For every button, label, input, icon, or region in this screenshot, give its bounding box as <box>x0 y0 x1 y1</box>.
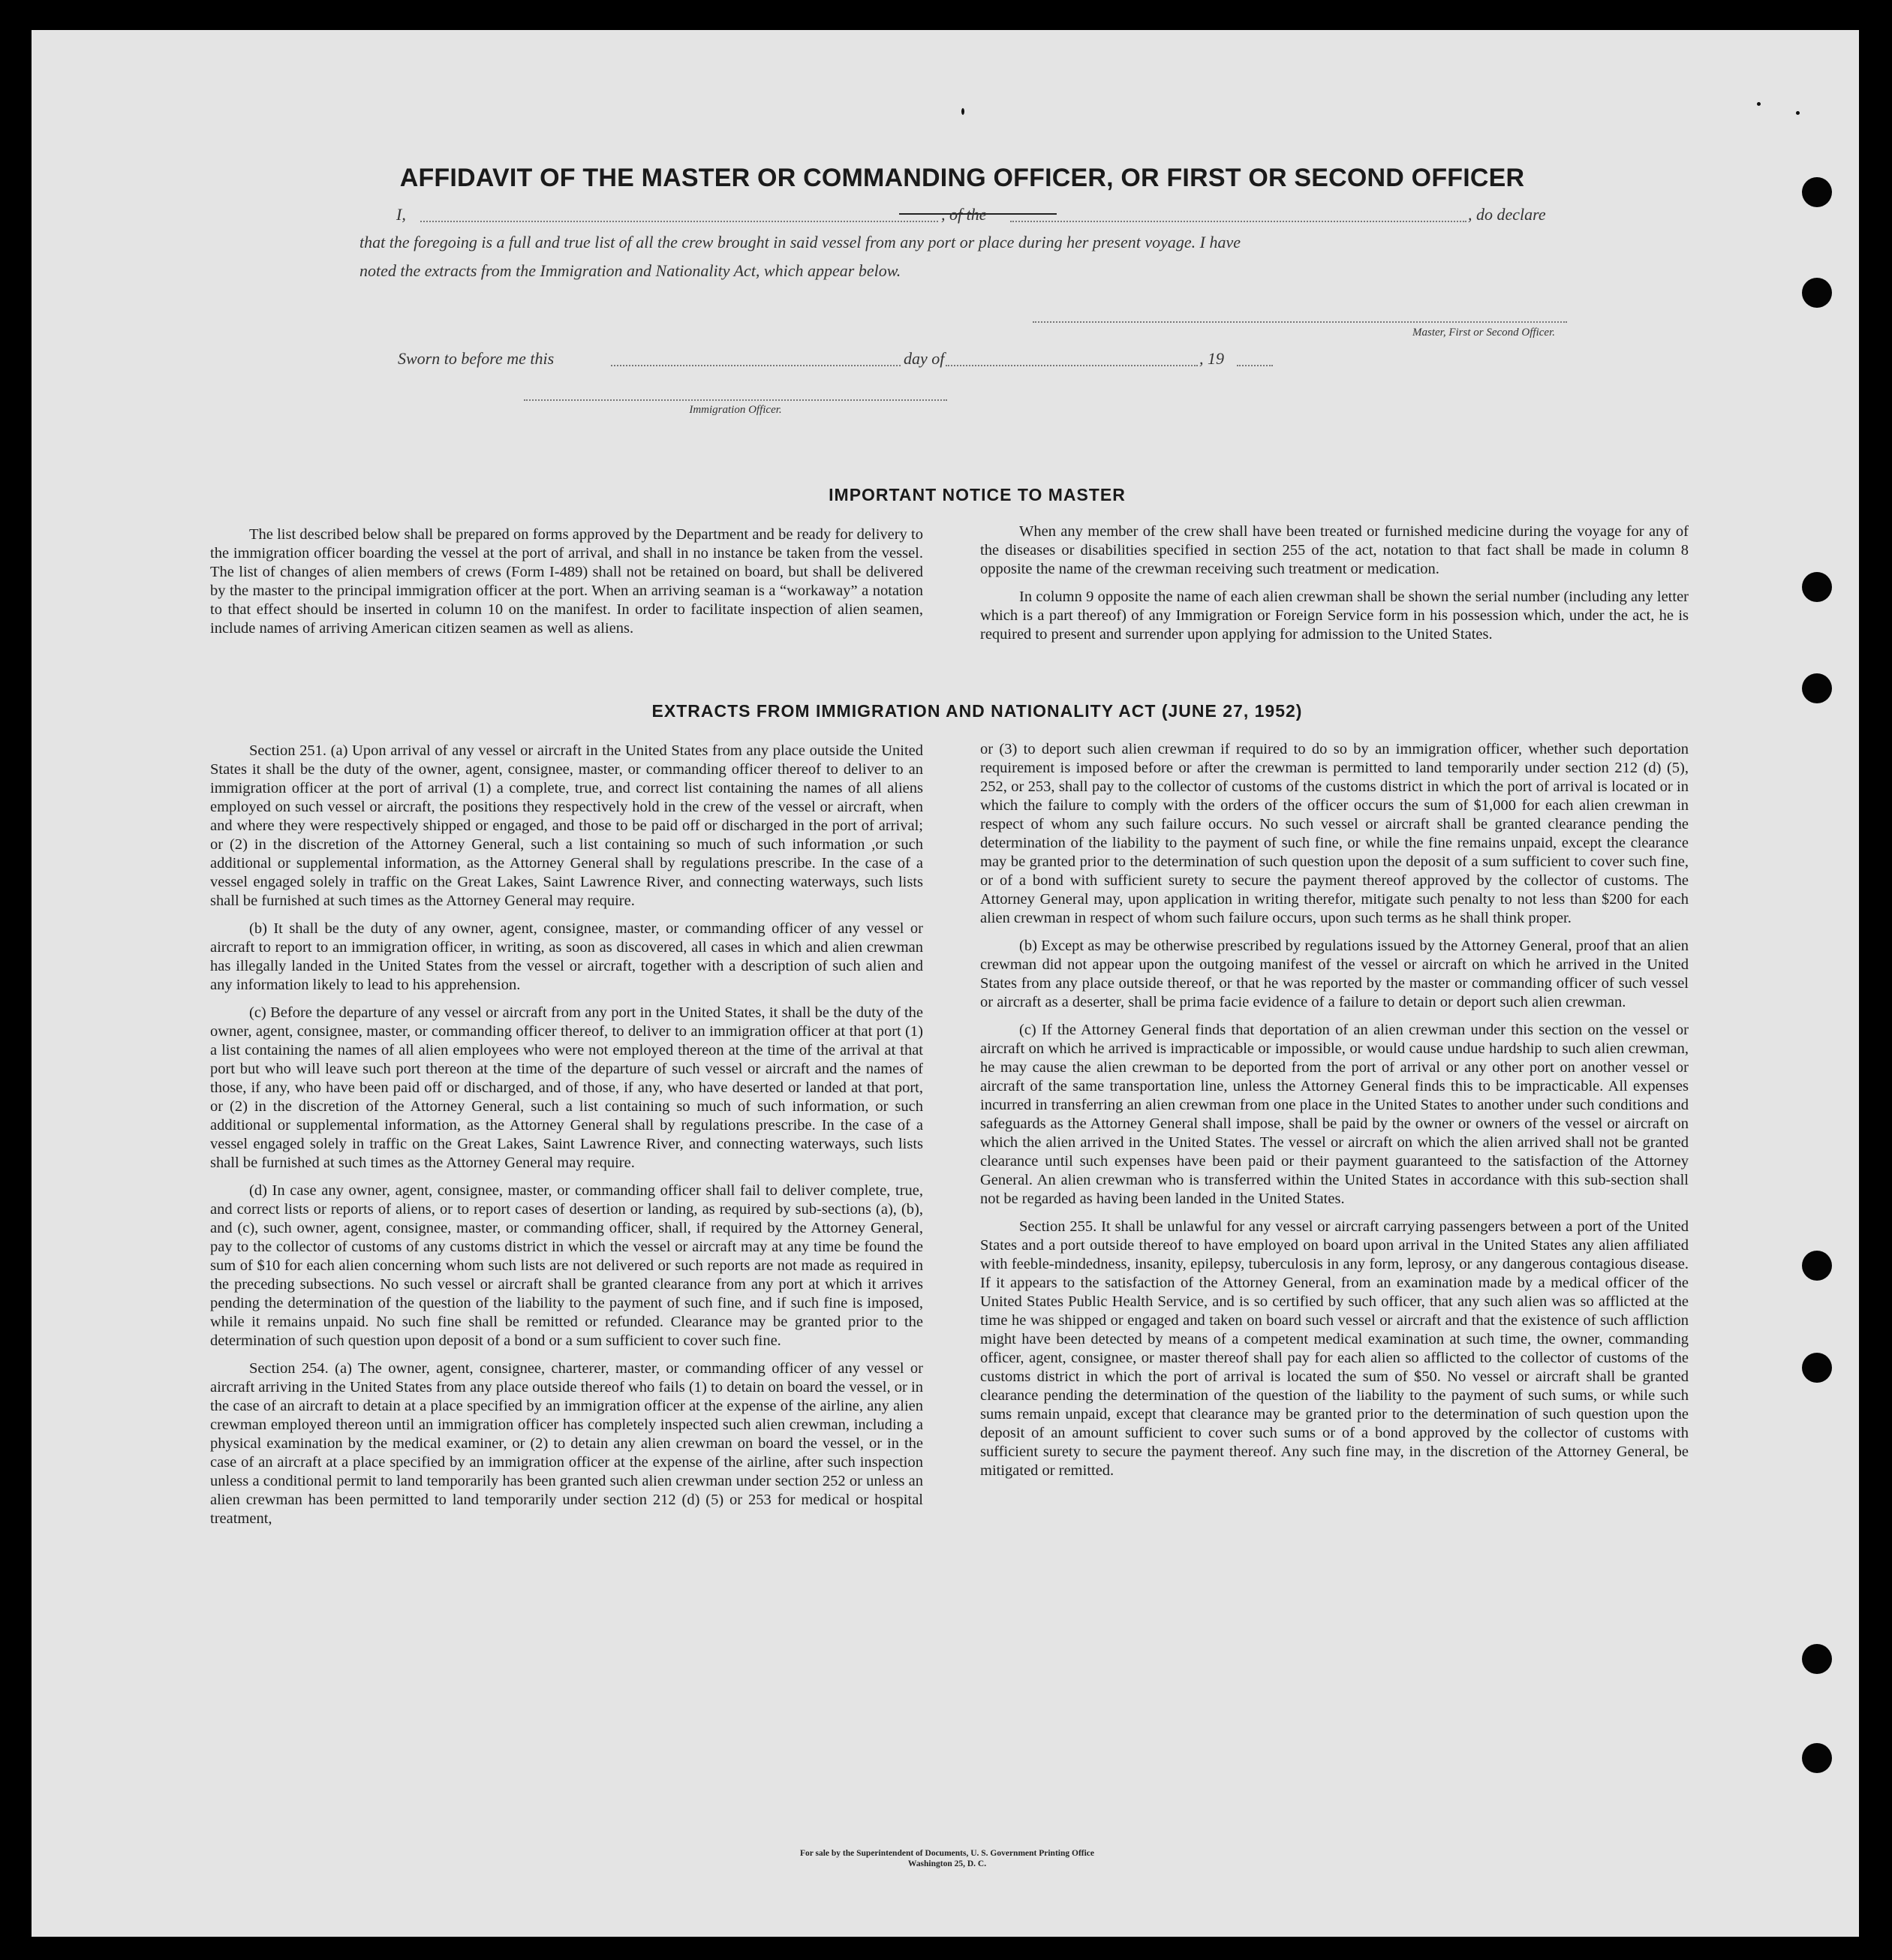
ink-speck <box>1757 102 1761 106</box>
section-254-a: Section 254. (a) The owner, agent, consignee, charterer, master, or commanding officer of any vessel or aircraft arriving in the United States from any place outside thereof who fails (1) to detain on board the vessel, or in the case of an aircraft to detain at a place specified by an immigration officer at the expense of the airline, any alien crewman employed thereon until an immigration officer has completely inspected such alien crewman, including a physical examination by the medical examiner, or (2) to detain any alien crewman on board the vessel, or in the case of an aircraft at a place specified by an immigration officer at the expense of the airline, after such inspection unless a conditional permit to land temporarily has been granted such alien crewman under section 252 or unless an alien crewman has been permitted to land temporarily under section 212 (d) (5) or 253 for medical or hospital treatment, <box>210 1360 923 1527</box>
of-the-label: , of the <box>941 205 987 224</box>
binder-hole <box>1802 673 1832 703</box>
footer-line-2: Washington 25, D. C. <box>907 1859 987 1868</box>
master-signature-caption: Master, First or Second Officer. <box>1412 327 1555 339</box>
notice-left-paragraph: The list described below shall be prepared on forms approved by the Department and be ready for delivery to the immigration officer boarding the vessel at the port of arrival, and shall in no instance be taken from the vessel. The list of changes of alien members of crews (Form I-489) shall not be retained on board, but shall be delivered by the master to the principal immigration officer at the port. When an arriving seaman is a “workaway” a notation to that effect should be inserted in column 10 on the manifest. In order to facilitate inspection of alien seamen, include names of arriving American citizen seamen as well as aliens. <box>210 526 923 637</box>
binder-hole <box>1802 1251 1832 1281</box>
vessel-name-field[interactable] <box>1010 221 1466 222</box>
year-prefix-label: , 19 <box>1199 349 1224 368</box>
binder-hole <box>1802 1353 1832 1383</box>
binder-hole <box>1802 177 1832 207</box>
section-251-a: Section 251. (a) Upon arrival of any vessel or aircraft in the United States from any place outside the United States it shall be the duty of the owner, agent, consignee, master, or commanding officer thereof to deliver to an immigration officer at the port of arrival (1) a complete, true, and correct list containing the names of all aliens employed on such vessel or aircraft, the positions they respectively hold in the crew of the vessel or aircraft, when and where they were respectively shipped or engaged, and those to be paid off or discharged in the port of arrival; or (2) in the discretion of the Attorney General, such a list containing so much of such information ,or such additional or supplemental information, as the Attorney General shall by regulations prescribe. In the case of a vessel engaged solely in traffic on the Great Lakes, Saint Lawrence River, and connecting waterways, such lists shall be furnished at such times as the Attorney General may require. <box>210 742 923 909</box>
notice-right-paragraph-2: In column 9 opposite the name of each alien crewman shall be shown the serial number (including any letter which is a part thereof) of any Immigration or Foreign Service form in his possession which, under the act, he is required to present and surrender upon applying for admission to the United States. <box>980 589 1689 643</box>
extracts-right-column <box>980 740 1689 1489</box>
ink-speck <box>961 108 964 115</box>
master-signature-line[interactable] <box>1033 321 1567 323</box>
section-251-d: (d) In case any owner, agent, consignee, master, or commanding officer shall fail to deliver complete, true, and correct lists or reports of aliens, or to report cases of desertion or landing, as required by sub-sections (a), (b), and (c), such owner, agent, consignee, master, or commanding officer, shall, if required by the Attorney General, pay to the collector of customs of any customs district in which the vessel or aircraft may at any time be found the sum of $10 for each alien concerning whom such lists are not delivered or such reports are not made as required in the preceding subsections. No such vessel or aircraft shall be granted clearance from any port at which it arrives pending the determination of the question of the liability to the payment of such fine, and if such fine is imposed, while it remains unpaid. No such fine shall be remitted or refunded. Clearance may be granted prior to the determination of such question upon deposit of a bond or a sum sufficient to cover such fine. <box>210 1182 923 1349</box>
extracts-heading: EXTRACTS FROM IMMIGRATION AND NATIONALITY ACT (JUNE 27, 1952) <box>651 701 1303 721</box>
section-251-b: (b) It shall be the duty of any owner, agent, consignee, master, or commanding officer of any vessel or aircraft to report to an immigration officer, in writing, as soon as discovered, all cases in which and alien crewman has illegally landed in the United States from the vessel or aircraft, together with a description of such alien and any information likely to lead to his apprehension. <box>210 920 923 993</box>
declarant-name-field[interactable] <box>420 221 938 222</box>
sworn-day-field[interactable] <box>611 365 901 366</box>
document-page <box>32 30 1859 1937</box>
section-254-a-continued: or (3) to deport such alien crewman if required to do so by an immigration officer, whether such deportation requirement is imposed before or after the crewman is permitted to land temporarily under section 212 (d) (5), 252, or 253, shall pay to the collector of customs of the customs district in which the port of arrival is located or in which the failure to comply with the orders of the officer occurs the sum of $1,000 for each alien crewman in respect of whom any such failure occurs. No such vessel or aircraft shall be granted clearance pending the determination of the liability to the payment of such fine, or while the fine remains unpaid, except the clearance may be granted prior to the determination of such question upon the deposit of a sum sufficient to cover such fine, or of a bond with sufficient surety to secure the payment thereof approved by the collector of customs. The Attorney General may, upon application in writing therefor, mitigate such penalty to not less than $200 for each alien crewman in respect of whom such failure occurs, upon such terms as he shall think proper. <box>980 741 1689 926</box>
sworn-year-field[interactable] <box>1237 365 1273 366</box>
ink-speck <box>1796 111 1800 115</box>
do-declare-label: , do declare <box>1468 205 1546 224</box>
section-251-c: (c) Before the departure of any vessel or aircraft from any port in the United States, it shall be the duty of the owner, agent, consignee, master, or commanding officer thereof, to deliver to an immigration officer at that port (1) a list containing the names of all alien employees who were not employed thereon at the time of the arrival at that port but who will leave such port thereon at the time of the departure of such vessel or aircraft and the names of those, if any, who have been paid off or discharged, and of those, if any, who have deserted or landed at that port, or (2) in the discretion of the Attorney General, such a list containing so much of such information, or such additional or supplemental information, as the Attorney General shall by regulations prescribe. In the case of a vessel engaged solely in traffic on the Great Lakes, Saint Lawrence River, and connecting waterways, such lists shall be furnished at such times as the Attorney General may require. <box>210 1004 923 1171</box>
section-254-b: (b) Except as may be otherwise prescribed by regulations issued by the Attorney General, proof that an alien crewman did not appear upon the outgoing manifest of the vessel or aircraft on which he arrived in the United States from any place outside thereof, or that he was reported by the master or commanding officer of such vessel or aircraft as a deserter, shall be prima facie evidence of a failure to detain or deport such alien crewman. <box>980 938 1689 1010</box>
officer-signature-line[interactable] <box>524 399 947 401</box>
notice-left-column <box>210 525 923 647</box>
notice-right-column <box>980 522 1689 653</box>
notice-right-paragraph-1: When any member of the crew shall have been treated or furnished medicine during the voyage for any of the diseases or disabilities specified in section 255 of the act, notation to that fact shall be made in column 8 opposite the name of the crewman receiving such treatment or medication. <box>980 523 1689 577</box>
day-of-label: day of <box>904 349 945 368</box>
footer-line-1: For sale by the Superintendent of Documents, U. S. Government Printing Office <box>799 1849 1095 1858</box>
notice-heading: IMPORTANT NOTICE TO MASTER <box>829 485 1126 504</box>
section-255: Section 255. It shall be unlawful for any vessel or aircraft carrying passengers between a port of the United States and a port outside thereof to have employed on board upon arrival in the United States any alien affiliated with feeble-mindedness, insanity, epilepsy, tuberculosis in any form, leprosy, or any dangerous contagious disease. If it appears to the satisfaction of the Attorney General, from an examination made by a medical officer of the United States Public Health Service, and is so certified by such officer, that any such alien was so afflicted at the time he was shipped or engaged and taken on board such vessel or aircraft and that the existence of such affliction might have been detected by means of a competent medical examination at such time, the owner, commanding officer, agent, consignee, or master thereof shall pay for each alien so afflicted to the collector of customs of the customs district in which the port of arrival is located the sum of $50. No vessel or aircraft shall be granted clearance pending the determination of the question of the liability to the payment of such sums, or while such sums remain unpaid, except that clearance may be granted prior to the determination of such question upon the deposit of an amount sufficient to cover such sums or of a bond approved by the collector of customs with sufficient surety to secure the payment thereof. Any such fine may, in the discretion of the Attorney General, be mitigated or remitted. <box>980 1218 1689 1479</box>
affidavit-title: AFFIDAVIT OF THE MASTER OR COMMANDING OFFICER, OR FIRST OR SECOND OFFICER <box>399 164 1525 192</box>
printing-office-footer <box>707 1848 1187 1869</box>
binder-hole <box>1802 278 1832 308</box>
extracts-left-column <box>210 742 923 1537</box>
sworn-label: Sworn to before me this <box>398 349 555 368</box>
sworn-month-field[interactable] <box>946 365 1198 366</box>
declarant-prefix: I, <box>396 205 406 224</box>
section-254-c: (c) If the Attorney General finds that deportation of an alien crewman under this section on the vessel or aircraft on which he arrived is impracticable or impossible, or would cause undue hardship to such alien crewman, he may cause the alien crewman to be deported from the port of arrival or any other port on another vessel or aircraft of the same transportation line, unless the Attorney General finds this to be impracticable. All expenses incurred in transferring an alien crewman from one place in the United States to another under such conditions and safeguards as the Attorney General shall impose, shall be paid by the owner or owners of the vessel or aircraft on which the alien arrived in the United States. The vessel or aircraft on which the alien arrived shall not be granted clearance until such expenses have been paid or their payment guaranteed to the satisfaction of the Attorney General. An alien crewman who is transferred within the United States in accordance with this sub-section shall not be regarded as having been landed in the United States. <box>980 1022 1689 1207</box>
binder-hole <box>1802 1644 1832 1674</box>
declaration-line-2: that the foregoing is a full and true list of all the crew brought in said vessel from any port or place during her present voyage. I have <box>359 233 1241 251</box>
binder-hole <box>1802 1743 1832 1773</box>
declaration-line-3: noted the extracts from the Immigration and Nationality Act, which appear below. <box>359 261 901 280</box>
officer-signature-caption: Immigration Officer. <box>689 404 782 416</box>
binder-hole <box>1802 572 1832 602</box>
